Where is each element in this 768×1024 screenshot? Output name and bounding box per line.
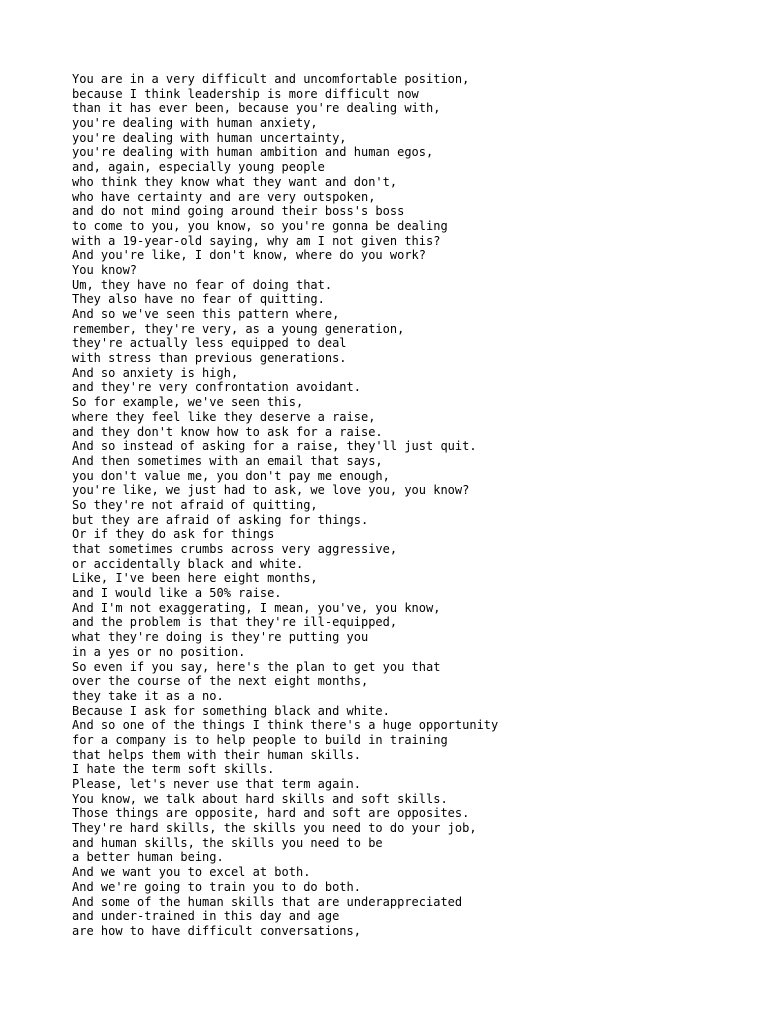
text-line: And you're like, I don't know, where do you work? xyxy=(72,248,427,263)
text-line: Like, I've been here eight months, xyxy=(72,571,318,586)
text-line: you're dealing with human anxiety, xyxy=(72,116,318,131)
text-line: and I would like a 50% raise. xyxy=(72,586,282,601)
text-line: Please, let's never use that term again. xyxy=(72,777,361,791)
text-line: where they feel like they deserve a raise, xyxy=(72,409,376,424)
text-line: and, again, especially young people xyxy=(72,160,325,175)
text-line: or accidentally black and white. xyxy=(72,556,304,571)
text-line: They also have no fear of quitting. xyxy=(72,292,325,307)
text-line: remember, they're very, as a young generation, xyxy=(72,321,405,336)
text-line: than it has ever been, because you're dealing with, xyxy=(72,101,441,116)
text-line: You are in a very difficult and uncomfortable position, xyxy=(72,72,470,86)
text-line: and do not mind going around their boss's boss xyxy=(72,204,405,219)
text-line: they take it as a no. xyxy=(72,688,224,703)
text-line: And I'm not exaggerating, I mean, you've, you know, xyxy=(72,600,441,615)
text-line: and they don't know how to ask for a raise. xyxy=(72,424,383,439)
text-line: a better human being. xyxy=(72,850,224,865)
text-line: So even if you say, here's the plan to get you that xyxy=(72,659,441,674)
transcript-text xyxy=(72,72,732,939)
text-line: over the course of the next eight months, xyxy=(72,674,369,689)
text-line: You know? xyxy=(72,262,138,277)
text-line: to come to you, you know, so you're gonna be dealing xyxy=(72,218,448,233)
text-line: because I think leadership is more difficult now xyxy=(72,86,419,101)
text-line: So for example, we've seen this, xyxy=(72,395,304,410)
text-line: And we're going to train you to do both. xyxy=(72,879,361,894)
text-line: And some of the human skills that are underappreciated xyxy=(72,894,463,909)
text-line: you're like, we just had to ask, we love you, you know? xyxy=(72,483,470,498)
text-line: what they're doing is they're putting you xyxy=(72,630,369,645)
text-line: and the problem is that they're ill-equipped, xyxy=(72,615,398,630)
text-line: They're hard skills, the skills you need to do your job, xyxy=(72,821,477,836)
text-line: Those things are opposite, hard and soft are opposites. xyxy=(72,806,470,821)
text-line: And so anxiety is high, xyxy=(72,365,239,380)
text-line: you don't value me, you don't pay me enough, xyxy=(72,468,390,483)
text-line: but they are afraid of asking for things. xyxy=(72,512,369,527)
text-line: So they're not afraid of quitting, xyxy=(72,497,318,512)
text-line: Um, they have no fear of doing that. xyxy=(72,277,333,292)
text-line: who have certainty and are very outspoken, xyxy=(72,189,376,204)
text-line: in a yes or no position. xyxy=(72,644,246,659)
text-line: and they're very confrontation avoidant. xyxy=(72,380,361,395)
text-line: they're actually less equipped to deal xyxy=(72,336,347,351)
text-line: And so we've seen this pattern where, xyxy=(72,307,340,321)
text-line: And we want you to excel at both. xyxy=(72,865,311,880)
text-line: And so one of the things I think there's a huge opportunity xyxy=(72,718,499,733)
text-line: and human skills, the skills you need to be xyxy=(72,835,383,850)
text-line: And so instead of asking for a raise, they'll just quit. xyxy=(72,439,477,454)
text-line: You know, we talk about hard skills and soft skills. xyxy=(72,791,448,806)
text-line: with stress than previous generations. xyxy=(72,351,347,366)
text-line: you're dealing with human ambition and human egos, xyxy=(72,145,434,160)
text-line: that helps them with their human skills. xyxy=(72,747,361,762)
text-line: who think they know what they want and don't, xyxy=(72,174,398,189)
text-line: that sometimes crumbs across very aggressive, xyxy=(72,542,398,556)
text-line: for a company is to help people to build in training xyxy=(72,732,448,747)
text-line: and under-trained in this day and age xyxy=(72,909,340,924)
text-line: I hate the term soft skills. xyxy=(72,762,275,777)
text-line: with a 19-year-old saying, why am I not given this? xyxy=(72,233,441,248)
text-line: are how to have difficult conversations, xyxy=(72,923,361,938)
text-line: you're dealing with human uncertainty, xyxy=(72,130,347,145)
text-line: And then sometimes with an email that says, xyxy=(72,453,383,468)
text-line: Because I ask for something black and white. xyxy=(72,703,390,718)
text-line: Or if they do ask for things xyxy=(72,527,275,542)
